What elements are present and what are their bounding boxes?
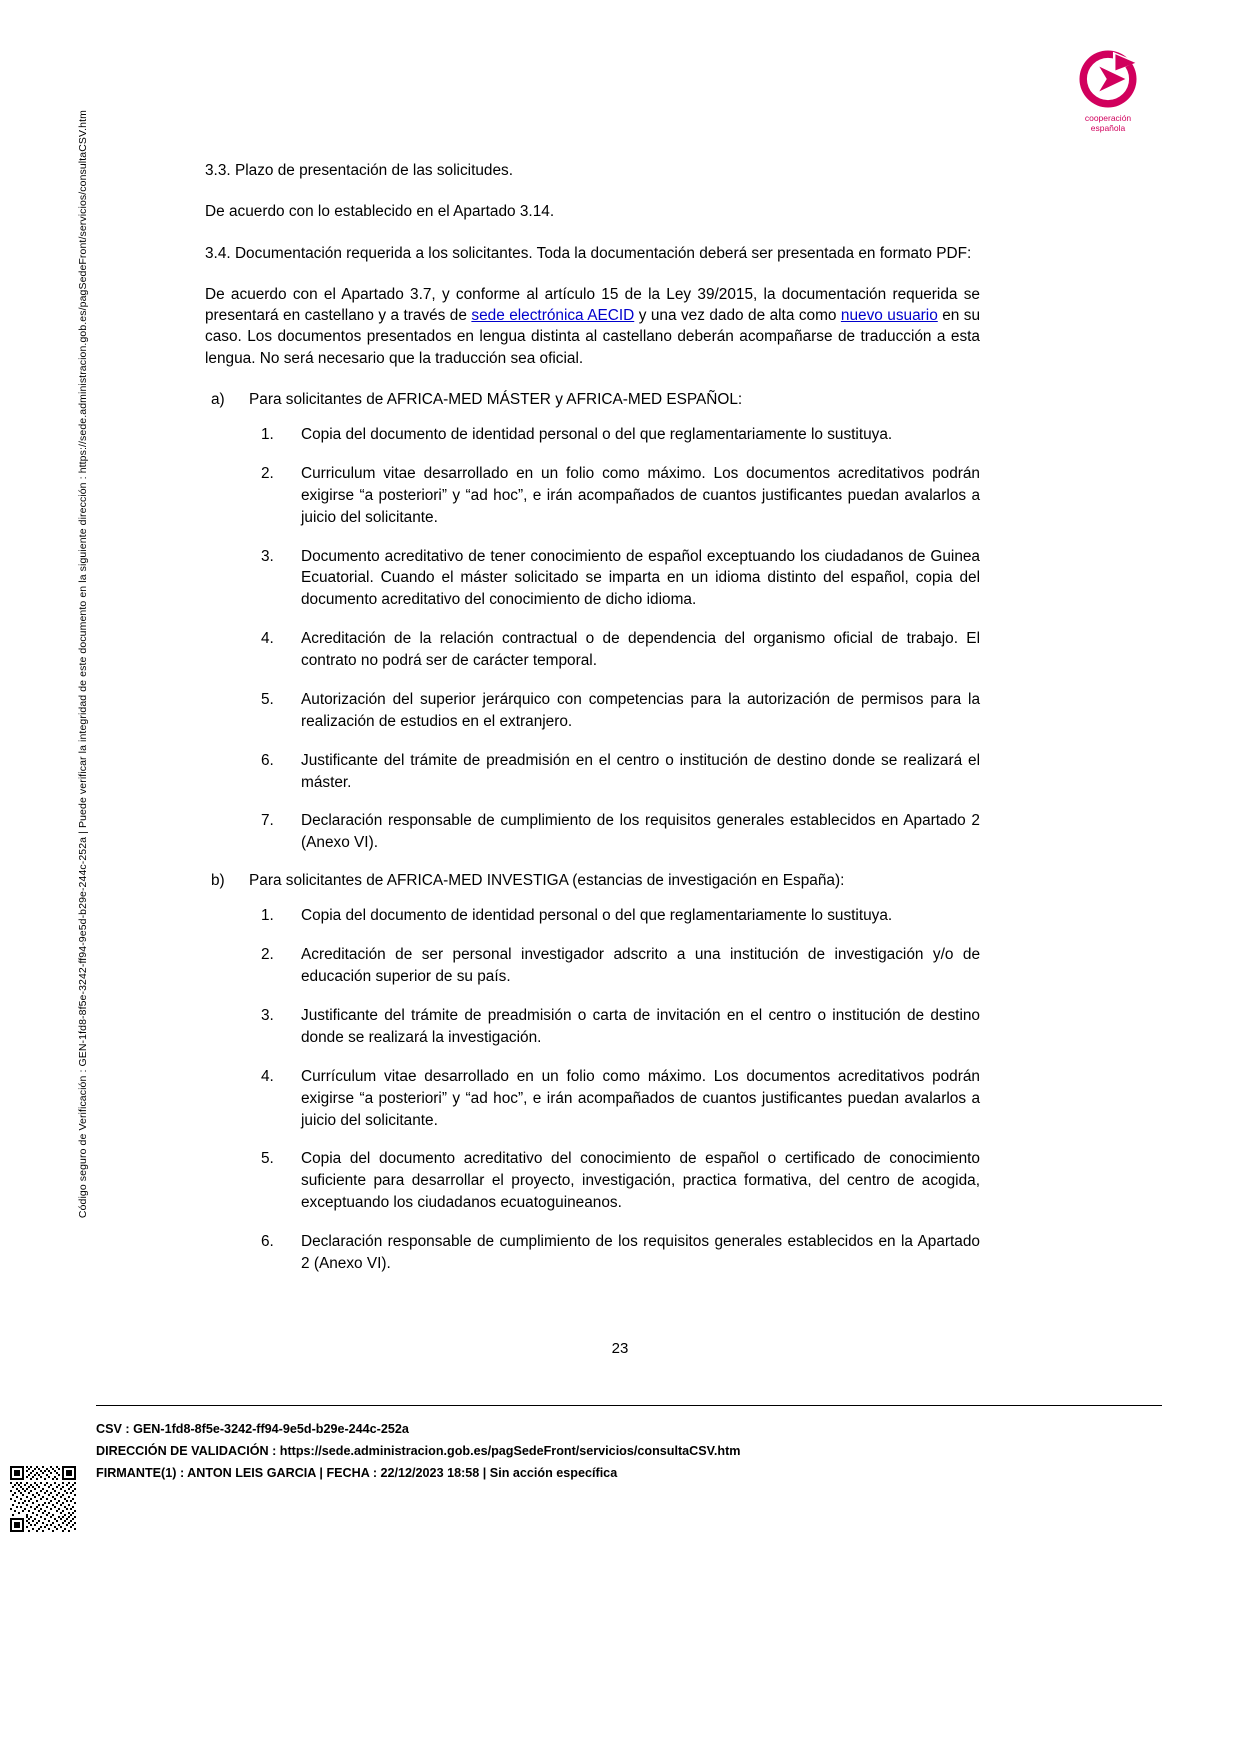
- footer-validation-line: DIRECCIÓN DE VALIDACIÓN : https://sede.administracion.gob.es/pagSedeFront/servicios/consultaCSV.htm: [96, 1444, 741, 1459]
- numbered-list-b: [261, 905, 980, 1274]
- item-text: Declaración responsable de cumplimiento de los requisitos generales establecidos en la Apartado 2 (Anexo VI).: [301, 1233, 980, 1272]
- item-number: 7.: [261, 812, 274, 830]
- list-item: [261, 463, 980, 529]
- heading-3-3: 3.3. Plazo de presentación de las solicitudes.: [205, 162, 514, 179]
- item-number: 2.: [261, 464, 274, 482]
- item-number: 2.: [261, 946, 274, 964]
- intro-text-2: y una vez dado de alta como: [634, 307, 841, 324]
- intro-text-1: De acuerdo con el Apartado 3.7, y conforme al artículo 15 de la Ley 39/2015, la documentación requerida se presentará en castellano y a través de: [205, 285, 980, 324]
- item-text: Acreditación de ser personal investigador adscrito a una institución de investigación y/o de educación superior de su país.: [301, 946, 980, 986]
- item-number: 1.: [261, 426, 274, 443]
- cooperacion-espanola-logo-icon: [1077, 48, 1139, 110]
- lettered-list-b: [205, 870, 980, 1275]
- qr-code: [10, 1466, 76, 1532]
- item-text: Justificante del trámite de preadmisión o carta de invitación en el centro o institución de destino donde se realizará la investigación.: [301, 1007, 980, 1046]
- item-number: 6.: [261, 751, 274, 769]
- sede-electronica-aecid-link[interactable]: sede electrónica AECID: [471, 307, 635, 324]
- list-item: [261, 750, 980, 794]
- footer-signer-line: FIRMANTE(1) : ANTON LEIS GARCIA | FECHA : 22/12/2023 18:58 | Sin acción específica: [96, 1466, 618, 1481]
- item-text: Curriculum vitae desarrollado en un folio como máximo. Los documentos acreditativos podrán exigirse “a posteriori” y “ad hoc”, e irán acompañados de cuantos justificantes puedan avalarlos a juicio del solicitante.: [301, 464, 980, 526]
- heading-3-4: 3.4. Documentación requerida a los solicitantes. Toda la documentación deberá ser presentada en formato PDF:: [205, 244, 972, 262]
- logo-caption: [1054, 114, 1162, 134]
- page-number: 23: [611, 1340, 629, 1357]
- logo-caption-line1: cooperación: [1084, 113, 1132, 123]
- list-item: [261, 1231, 980, 1275]
- item-number: 4.: [261, 1067, 274, 1085]
- item-number: 5.: [261, 1150, 274, 1168]
- footer-csv-line: CSV : GEN-1fd8-8f5e-3242-ff94-9e5d-b29e-244c-252a: [96, 1422, 409, 1436]
- item-text: Currículum vitae desarrollado en un folio como máximo. Los documentos acreditativos podrán exigirse “a posteriori” y “ad hoc”, e irán acompañados de cuantos justificantes puedan avalarlos a juicio del solicitante.: [301, 1067, 980, 1129]
- list-item: [261, 546, 980, 612]
- item-number: 1.: [261, 907, 274, 925]
- footer-divider: [96, 1405, 1162, 1406]
- lettered-list-a: [205, 389, 980, 854]
- section-marker-a: a): [211, 390, 225, 408]
- list-item: [261, 944, 980, 988]
- list-item: [261, 1066, 980, 1132]
- item-number: 4.: [261, 630, 274, 648]
- list-item: [261, 810, 980, 854]
- item-text: Acreditación de la relación contractual o de dependencia del organismo oficial de trabajo. El contrato no podrá ser de carácter temporal.: [301, 630, 980, 669]
- list-item: [261, 689, 980, 733]
- logo-caption-line2: española: [1090, 122, 1126, 133]
- sub-list-wrapper-b: [261, 905, 980, 1274]
- nuevo-usuario-link[interactable]: nuevo usuario: [840, 307, 938, 324]
- numbered-list-a: [261, 424, 980, 854]
- intro-text-3: en su caso. Los documentos presentados en lengua distinta al castellano deberán acompañarse de traducción a esta lengua. No será necesario que la traducción sea oficial.: [205, 307, 981, 367]
- paragraph-3-3: De acuerdo con lo establecido en el Apartado 3.14.: [205, 203, 555, 221]
- list-item: [261, 905, 980, 927]
- verification-code-text: Código seguro de Verificación : GEN-1fd8-8f5e-3242-ff94-9e5d-b29e-244c-252a | Puede verificar la integridad de este documento en la siguiente dirección : https://sede.administracion.gob.es/pagSedeFront/servicios/consultaCSV.htm: [77, 110, 89, 1219]
- list-item: [205, 389, 980, 854]
- intro-paragraph: [205, 284, 980, 369]
- sub-list-wrapper-a: [261, 424, 980, 854]
- list-item: [261, 628, 980, 672]
- section-title-a: Para solicitantes de AFRICA-MED MÁSTER y AFRICA-MED ESPAÑOL:: [249, 390, 743, 408]
- list-item: [261, 1005, 980, 1049]
- item-text: Autorización del superior jerárquico con competencias para la autorización de permisos para la realización de estudios en el extranjero.: [301, 690, 980, 730]
- item-number: 5.: [261, 690, 274, 708]
- item-text: Copia del documento de identidad personal o del que reglamentariamente lo sustituya.: [301, 426, 893, 443]
- list-item: [261, 424, 980, 446]
- item-text: Copia del documento acreditativo del conocimiento de español o certificado de conocimiento suficiente para desarrollar el proyecto, investigación, practica formativa, del centro de acogida, exceptuando los ciudadanos ecuatoguineanos.: [301, 1150, 980, 1212]
- item-text: Justificante del trámite de preadmisión en el centro o institución de destino donde se realizará el máster.: [301, 751, 980, 791]
- item-text: Copia del documento de identidad personal o del que reglamentariamente lo sustituya.: [301, 907, 893, 925]
- footer-signature-block: [96, 1418, 1096, 1484]
- section-title-b: Para solicitantes de AFRICA-MED INVESTIGA (estancias de investigación en España):: [249, 872, 845, 890]
- list-item: [261, 1148, 980, 1214]
- item-text: Declaración responsable de cumplimiento de los requisitos generales establecidos en Apartado 2 (Anexo VI).: [301, 812, 980, 852]
- item-number: 3.: [261, 1007, 274, 1024]
- list-item: [205, 870, 980, 1275]
- document-content: [205, 160, 980, 1291]
- verification-code-stamp: [78, 110, 96, 1290]
- item-number: 3.: [261, 547, 274, 565]
- qr-code-icon: [10, 1466, 76, 1532]
- item-text: Documento acreditativo de tener conocimiento de español exceptuando los ciudadanos de Guinea Ecuatorial. Cuando el máster solicitado se imparta en un idioma distinto del español, copia del documento acreditativo del conocimiento de dicho idioma.: [301, 547, 980, 609]
- section-marker-b: b): [211, 872, 225, 890]
- item-number: 6.: [261, 1233, 274, 1250]
- logo-block: [1054, 48, 1162, 148]
